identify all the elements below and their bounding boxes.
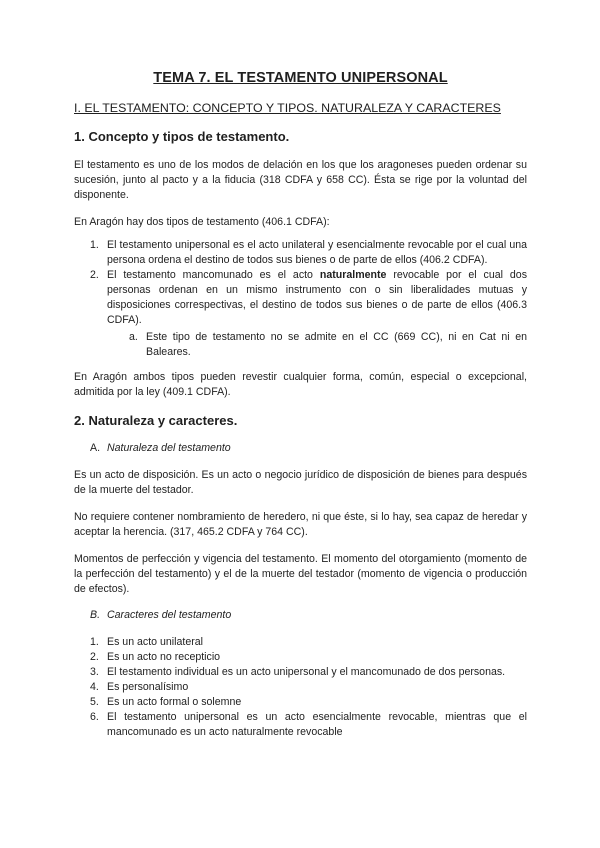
- sub-letter: a.: [129, 331, 138, 343]
- sub-list: [107, 330, 527, 360]
- list-number: 1.: [90, 239, 99, 251]
- list-item-text: El testamento unipersonal es un acto esencialmente revocable, mientras que el mancomunado es un acto naturalmente revocable: [107, 711, 527, 738]
- bold-word: naturalmente: [319, 269, 387, 281]
- caracteres-list: [74, 635, 527, 740]
- list-item-text: Es un acto unilateral: [107, 636, 203, 648]
- list-item-text: Es un acto no recepticio: [107, 651, 221, 663]
- list-number: 3.: [90, 666, 99, 678]
- list-number: 5.: [90, 696, 99, 708]
- list-item: [74, 665, 527, 680]
- list-item-text: revocable por el cual dos personas ordenan en un mismo instrumento con o sin liberalidades mutuas y disposiciones correspectivas, el destino de todos sus bienes o de parte de ellos (406.3 CDFA).: [107, 269, 527, 326]
- subheading-text: Caracteres del testamento: [107, 609, 232, 621]
- list-item-text: Es personalísimo: [107, 681, 189, 693]
- list-item: [74, 680, 527, 695]
- paragraph: En Aragón hay dos tipos de testamento (406.1 CDFA):: [74, 216, 330, 228]
- list-item-text: El testamento individual es un acto unipersonal y el mancomunado de dos personas.: [107, 666, 506, 678]
- list-number: 1.: [90, 636, 99, 648]
- list-item: [74, 710, 527, 740]
- sub-item-text: Este tipo de testamento no se admite en el CC (669 CC), ni en Cat ni en Baleares.: [146, 331, 527, 358]
- list-number: 2.: [90, 651, 99, 663]
- list-item: [74, 238, 527, 268]
- paragraph: No requiere contener nombramiento de heredero, ni que éste, si lo hay, sea capaz de heredar y aceptar la herencia. (317, 465.2 CDFA y 764 CC).: [74, 511, 527, 538]
- list-item: [74, 650, 527, 665]
- list-number: 6.: [90, 711, 99, 723]
- section-heading: I. EL TESTAMENTO: CONCEPTO Y TIPOS. NATURALEZA Y CARACTERES: [74, 101, 501, 115]
- subheading-b: [74, 609, 527, 621]
- sub-letter: B.: [90, 609, 101, 621]
- paragraph: Es un acto de disposición. Es un acto o negocio jurídico de disposición de bienes para después de la muerte del testador.: [74, 469, 527, 496]
- page-title: TEMA 7. EL TESTAMENTO UNIPERSONAL: [153, 70, 448, 86]
- heading-naturaleza: 2. Naturaleza y caracteres.: [74, 413, 238, 428]
- list-item-text: Es un acto formal o solemne: [107, 696, 242, 708]
- list-item: [74, 268, 527, 360]
- types-list: [74, 238, 527, 360]
- subheading-a: [74, 442, 527, 454]
- heading-concepto: 1. Concepto y tipos de testamento.: [74, 129, 290, 144]
- paragraph: El testamento es uno de los modos de delación en los que los aragoneses pueden ordenar su sucesión, junto al pacto y a la fiducia (318 CDFA y 658 CC). Ésta se rige por la voluntad del disponente.: [74, 159, 527, 201]
- list-number: 4.: [90, 681, 99, 693]
- subheading-text: Naturaleza del testamento: [107, 442, 231, 454]
- sub-list-item: [107, 330, 527, 360]
- list-item: [74, 635, 527, 650]
- sub-letter: A.: [90, 442, 101, 454]
- document-page: [74, 70, 527, 750]
- list-item-text: El testamento unipersonal es el acto unilateral y esencialmente revocable por el cual una persona ordena el destino de todos sus bienes o de parte de ellos (406.2 CDFA).: [107, 239, 527, 266]
- list-item: [74, 695, 527, 710]
- list-number: 2.: [90, 269, 99, 281]
- list-item-text: El testamento mancomunado es el acto: [107, 269, 320, 281]
- paragraph: Momentos de perfección y vigencia del testamento. El momento del otorgamiento (momento de la perfección del testamento) y el de la muerte del testador (momento de vigencia o producción de efectos).: [74, 553, 527, 595]
- paragraph: En Aragón ambos tipos pueden revestir cualquier forma, común, especial o excepcional, admitida por la ley (409.1 CDFA).: [74, 371, 527, 398]
